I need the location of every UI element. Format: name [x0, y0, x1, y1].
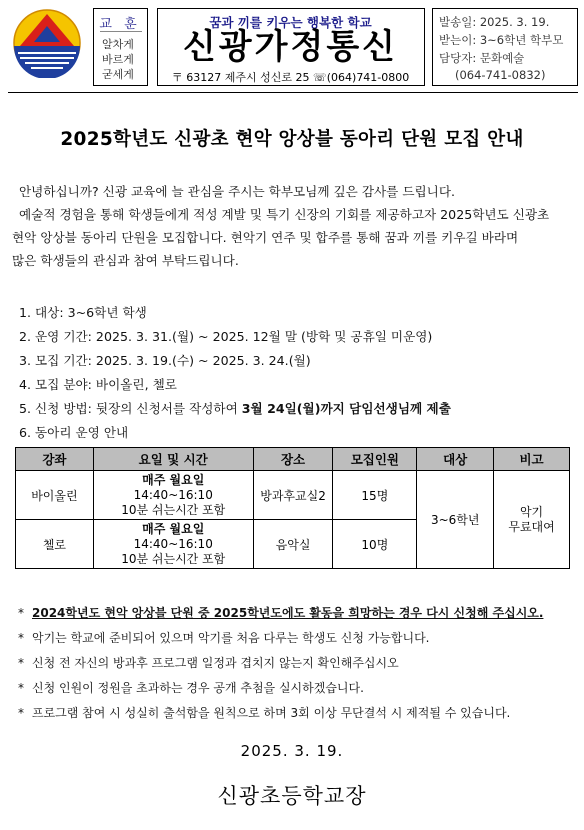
schedule-time: 14:40~16:10	[133, 487, 213, 502]
count-cell: 15명	[333, 471, 417, 520]
application-deadline: 3월 24일(월)까지 담임선생님께 제출	[241, 401, 451, 416]
info-item: 3. 모집 기간: 2025. 3. 19.(수) ~ 2025. 3. 24.(월)	[19, 353, 311, 368]
note-marker: *	[18, 681, 24, 695]
place-cell: 방과후교실2	[253, 471, 333, 520]
note-item	[18, 679, 364, 696]
place-cell: 음악실	[253, 520, 333, 569]
school-logo	[12, 8, 82, 78]
note-marker: *	[18, 656, 24, 670]
intro-line: 많은 학생들의 관심과 참여 부탁드립니다.	[12, 253, 239, 268]
school-address	[158, 69, 423, 85]
target-cell: 3~6학년	[417, 471, 494, 569]
schedule-time: 14:40~16:10	[133, 536, 213, 551]
info-item: 1. 대상: 3~6학년 학생	[19, 305, 147, 320]
intro-line: 안녕하십니까? 신광 교육에 늘 관심을 주시는 학부모님께 깊은 감사를 드립니다.	[19, 184, 456, 199]
motto-box	[93, 8, 148, 86]
manager-phone: (064-741-0832)	[455, 68, 546, 82]
schedule-day: 매주 월요일	[142, 521, 205, 536]
school-slogan: 꿈과 끼를 키우는 행복한 학교	[209, 15, 372, 30]
course-cell: 바이올린	[16, 471, 94, 520]
header-course: 강좌	[16, 448, 94, 471]
intro-line: 예술적 경험을 통해 학생들에게 적성 계발 및 특기 신장의 기회를 제공하고자 2025학년도 신광초	[19, 207, 550, 222]
header-schedule: 요일 및 시간	[93, 448, 253, 471]
schedule-break: 10분 쉬는시간 포함	[121, 551, 226, 566]
intro-line: 현악 앙상블 동아리 단원을 모집합니다. 현악기 연주 및 합주를 통해 꿈과 끼를 키우길 바라며	[12, 230, 519, 245]
newsletter-masthead	[157, 8, 425, 86]
schedule-break: 10분 쉬는시간 포함	[121, 502, 226, 517]
info-item: 4. 모집 분야: 바이올린, 첼로	[19, 377, 177, 392]
document-title: 2025학년도 신광초 현악 앙상블 동아리 단원 모집 안내	[60, 129, 524, 150]
note-item	[18, 604, 543, 621]
header-target: 대상	[417, 448, 494, 471]
address-phone: (064)741-0800	[326, 71, 410, 84]
newsletter-title: 신광가정통신	[182, 27, 399, 67]
info-item: 6. 동아리 운영 안내	[19, 425, 129, 440]
phone-icon: ☏	[312, 71, 327, 84]
header-place: 장소	[253, 448, 333, 471]
note-text: 신청 전 자신의 방과후 프로그램 일정과 겹치지 않는지 확인해주십시오	[32, 656, 399, 670]
motto-line: 알차게	[102, 38, 134, 51]
info-item: 2. 운영 기간: 2025. 3. 31.(월) ~ 2025. 12월 말 (방학 및 공휴일 미운영)	[19, 329, 433, 344]
issue-date-footer: 2025. 3. 19.	[240, 742, 344, 760]
note-text: 신청 인원이 정원을 초과하는 경우 공개 추첨을 실시하겠습니다.	[32, 681, 364, 695]
note-item	[18, 654, 399, 671]
header-note: 비고	[494, 448, 570, 471]
motto-title: 교 훈	[99, 17, 141, 32]
count-cell: 10명	[333, 520, 417, 569]
note-text: 프로그램 참여 시 성실히 출석함을 원칙으로 하며 3회 이상 무단결석 시 제적될 수 있습니다.	[32, 706, 511, 720]
note-item	[18, 704, 510, 721]
table-header-row	[16, 448, 570, 471]
schedule-cell	[93, 520, 253, 569]
postal-icon: 〒	[171, 71, 183, 84]
note-item	[18, 629, 430, 646]
note-marker: *	[18, 631, 24, 645]
header-divider	[8, 92, 578, 93]
info-item-application	[19, 398, 451, 417]
issue-info-box	[432, 8, 578, 86]
issue-date: 발송일: 2025. 3. 19.	[439, 15, 550, 29]
note-line: 악기	[519, 504, 544, 519]
note-cell	[494, 471, 570, 569]
application-prefix: 5. 신청 방법: 뒷장의 신청서를 작성하여	[19, 401, 242, 416]
table-row	[16, 471, 570, 520]
course-cell: 첼로	[16, 520, 94, 569]
motto-line: 굳세게	[102, 68, 134, 81]
note-marker: *	[18, 606, 24, 620]
note-line: 무료대여	[508, 519, 555, 534]
manager: 담당자: 문화예술	[439, 51, 525, 65]
club-schedule-table	[15, 447, 570, 569]
note-text: 2024학년도 현악 앙상블 단원 중 2025학년도에도 활동을 희망하는 경우 다시 신청해 주십시오.	[32, 606, 544, 620]
note-text: 악기는 학교에 준비되어 있으며 악기를 처음 다루는 학생도 신청 가능합니다.	[32, 631, 430, 645]
note-marker: *	[18, 706, 24, 720]
address-text: 63127 제주시 성신로 25	[186, 71, 310, 84]
motto-divider	[100, 31, 142, 32]
schedule-cell	[93, 471, 253, 520]
header-count: 모집인원	[333, 448, 417, 471]
recipients: 받는이: 3~6학년 학부모	[439, 33, 564, 47]
principal-signature: 신광초등학교장	[217, 784, 367, 808]
motto-line: 바르게	[102, 53, 134, 66]
schedule-day: 매주 월요일	[142, 472, 205, 487]
